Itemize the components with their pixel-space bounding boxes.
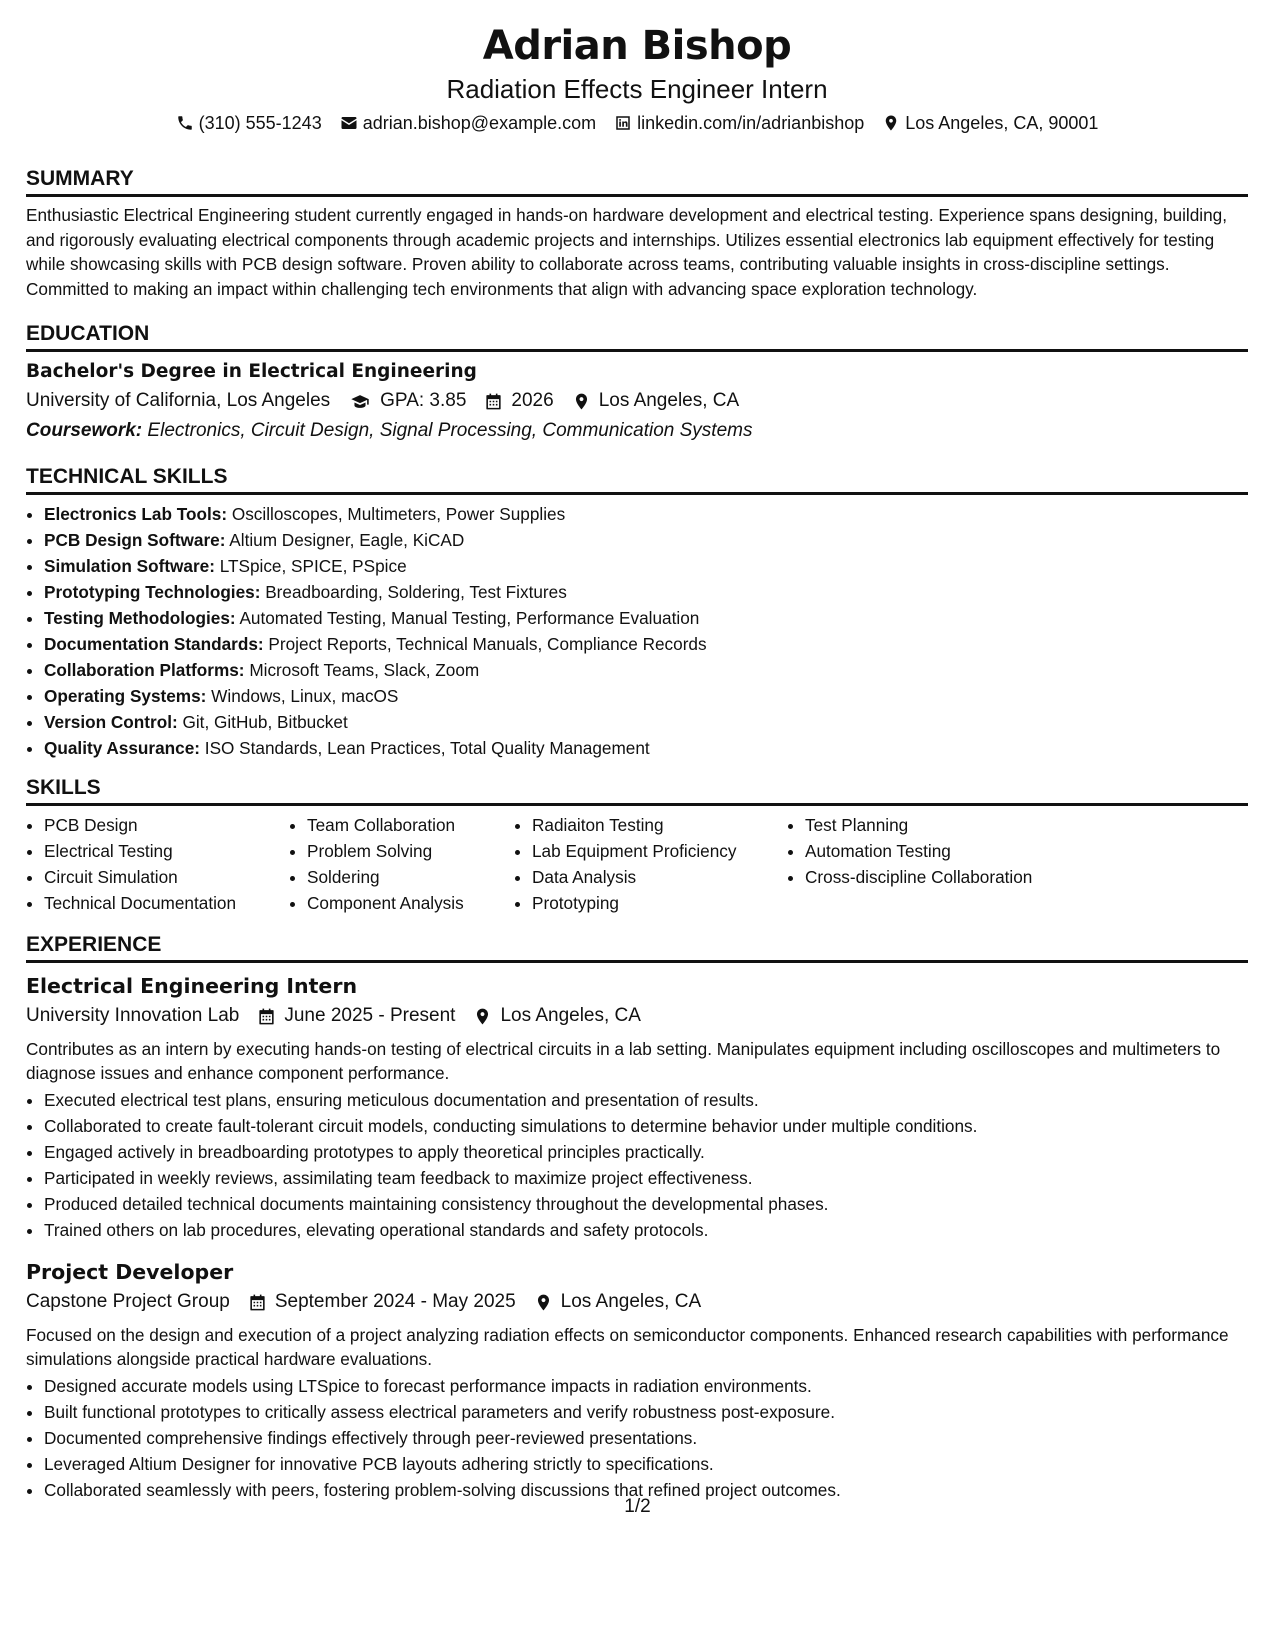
list-item [44, 709, 1248, 735]
skill-label: PCB Design Software: [44, 530, 226, 550]
email-icon [340, 114, 358, 132]
list-item: • Prototyping [532, 890, 787, 916]
skill-label: Prototyping Technologies: [44, 582, 261, 602]
skill-value: Git, GitHub, Bitbucket [182, 712, 348, 732]
job-dates-item [257, 1001, 455, 1031]
graduation-year-item [484, 386, 553, 416]
list-item: • Built functional prototypes to critically assess electrical parameters and verify robustness post-exposure. [44, 1399, 1248, 1425]
list-item: • Executed electrical test plans, ensuring meticulous documentation and presentation of results. [44, 1087, 1248, 1113]
contact-phone[interactable] [176, 110, 322, 136]
gpa-text: GPA: 3.85 [380, 390, 467, 411]
technical-skills-list [26, 501, 1248, 761]
list-item: • Collaborated seamlessly with peers, fostering problem-solving discussions that refined project outcomes. [44, 1477, 1248, 1503]
list-item: • Produced detailed technical documents maintaining consistency throughout the developmental phases. [44, 1191, 1248, 1217]
summary-text: Enthusiastic Electrical Engineering student currently engaged in hands-on hardware development and electrical testing. Experience spans designing, building, and rigorously evaluating electrical components through academic projects and internships. Utilizes essential electronics lab equipment effectively for testing while showcasing skills with PCB design software. Proven ability to collaborate across teams, contributing valuable insights in cross-discipline settings. Committed to making an impact within challenging tech environments that align with advancing space exploration technology. [26, 205, 1227, 299]
job-location-item [534, 1287, 701, 1317]
experience-section [26, 930, 1248, 1503]
experience-entry [26, 1257, 1248, 1503]
skill-value: Windows, Linux, macOS [211, 686, 399, 706]
job-dates: September 2024 - May 2025 [274, 1291, 516, 1312]
resume-page [26, 20, 1248, 1503]
list-item: • Lab Equipment Proficiency [532, 838, 787, 864]
phone-icon [176, 114, 194, 132]
job-bullets [26, 1373, 1248, 1503]
skills-column [787, 812, 1105, 916]
contact-linkedin[interactable] [614, 110, 864, 136]
list-item [44, 501, 1248, 527]
education-location-item [572, 386, 739, 416]
list-item: • Problem Solving [307, 838, 514, 864]
skill-value: Automated Testing, Manual Testing, Performance Evaluation [239, 608, 700, 628]
coursework-label: Coursework: [26, 420, 143, 441]
list-item: • Component Analysis [307, 890, 514, 916]
job-location: Los Angeles, CA [500, 1005, 641, 1026]
skills-heading: SKILLS [26, 773, 1248, 806]
experience-heading: EXPERIENCE [26, 930, 1248, 963]
education-heading: EDUCATION [26, 319, 1248, 352]
contact-linkedin-text: linkedin.com/in/adrianbishop [637, 113, 865, 133]
list-item: • Trained others on lab procedures, elevating operational standards and safety protocols. [44, 1217, 1248, 1243]
skills-column [514, 812, 787, 916]
contact-location-text: Los Angeles, CA, 90001 [905, 113, 1099, 133]
technical-skills-section [26, 462, 1248, 761]
school-name: University of California, Los Angeles [26, 390, 331, 411]
calendar-icon [484, 392, 503, 411]
list-item: • Engaged actively in breadboarding prototypes to apply theoretical principles practically. [44, 1139, 1248, 1165]
list-item [44, 735, 1248, 761]
job-title: Electrical Engineering Intern [26, 974, 358, 998]
location-icon [882, 114, 900, 132]
skill-value: Microsoft Teams, Slack, Zoom [249, 660, 480, 680]
coursework-text: Electronics, Circuit Design, Signal Processing, Communication Systems [147, 420, 753, 441]
technical-skills-heading: TECHNICAL SKILLS [26, 462, 1248, 495]
coursework-line [26, 416, 1248, 446]
list-item [44, 657, 1248, 683]
list-item: • PCB Design [44, 812, 289, 838]
page-number: 1/2 [624, 1496, 651, 1517]
list-item [44, 553, 1248, 579]
summary-section [26, 164, 1248, 301]
list-item [44, 579, 1248, 605]
list-item: • Documented comprehensive findings effectively through peer-reviewed presentations. [44, 1425, 1248, 1451]
list-item: • Cross-discipline Collaboration [805, 864, 1105, 890]
education-location-text: Los Angeles, CA [598, 390, 740, 411]
job-title: Project Developer [26, 1260, 234, 1284]
list-item [44, 683, 1248, 709]
list-item: • Data Analysis [532, 864, 787, 890]
job-location-item [473, 1001, 640, 1031]
list-item [44, 605, 1248, 631]
gpa-item [348, 386, 466, 416]
skill-value: ISO Standards, Lean Practices, Total Quality Management [204, 738, 650, 758]
job-meta [26, 1287, 1248, 1317]
job-org: University Innovation Lab [26, 1005, 240, 1026]
skill-label: Version Control: [44, 712, 178, 732]
location-icon [534, 1293, 553, 1312]
job-bullets [26, 1087, 1248, 1243]
skill-label: Collaboration Platforms: [44, 660, 245, 680]
skill-label: Electronics Lab Tools: [44, 504, 228, 524]
skill-value: Altium Designer, Eagle, KiCAD [229, 530, 465, 550]
skills-column [289, 812, 514, 916]
education-section [26, 319, 1248, 446]
contact-email[interactable] [340, 110, 596, 136]
list-item: • Participated in weekly reviews, assimilating team feedback to maximize project effectiveness. [44, 1165, 1248, 1191]
job-description: Focused on the design and execution of a project analyzing radiation effects on semiconductor components. Enhanced research capabilities with performance simulations alongside practical hardware evaluations. [26, 1325, 1229, 1369]
skill-label: Operating Systems: [44, 686, 207, 706]
location-icon [572, 392, 591, 411]
education-meta [26, 386, 1248, 416]
summary-heading: SUMMARY [26, 164, 1248, 197]
candidate-name: Adrian Bishop [482, 23, 792, 69]
degree-title: Bachelor's Degree in Electrical Engineering [26, 361, 477, 382]
job-description: Contributes as an intern by executing hands-on testing of electrical circuits in a lab setting. Manipulates equipment including oscilloscopes and multimeters to diagnose issues and enhance component performance. [26, 1039, 1221, 1083]
graduation-cap-icon [348, 392, 372, 411]
list-item: • Electrical Testing [44, 838, 289, 864]
skill-value: LTSpice, SPICE, PSpice [219, 556, 407, 576]
list-item: • Radiaiton Testing [532, 812, 787, 838]
job-dates-item [248, 1287, 516, 1317]
skill-label: Quality Assurance: [44, 738, 201, 758]
list-item: • Soldering [307, 864, 514, 890]
experience-entry [26, 971, 1248, 1243]
list-item: • Collaborated to create fault-tolerant circuit models, conducting simulations to determine behavior under multiple conditions. [44, 1113, 1248, 1139]
skill-label: Simulation Software: [44, 556, 215, 576]
list-item [44, 631, 1248, 657]
location-icon [473, 1007, 492, 1026]
list-item: • Team Collaboration [307, 812, 514, 838]
skills-section [26, 773, 1248, 916]
skill-value: Breadboarding, Soldering, Test Fixtures [265, 582, 567, 602]
contact-email-text: adrian.bishop@example.com [362, 113, 597, 133]
contact-phone-text: (310) 555-1243 [198, 113, 322, 133]
resume-header [26, 20, 1248, 136]
contact-row [26, 110, 1248, 136]
list-item: • Technical Documentation [44, 890, 289, 916]
skills-grid [26, 812, 1248, 916]
list-item: • Designed accurate models using LTSpice to forecast performance impacts in radiation environments. [44, 1373, 1248, 1399]
graduation-year-text: 2026 [511, 390, 554, 411]
skill-label: Documentation Standards: [44, 634, 264, 654]
job-dates: June 2025 - Present [284, 1005, 456, 1026]
list-item: • Test Planning [805, 812, 1105, 838]
contact-location [882, 110, 1098, 136]
list-item: • Automation Testing [805, 838, 1105, 864]
skill-label: Testing Methodologies: [44, 608, 236, 628]
list-item [44, 527, 1248, 553]
candidate-title: Radiation Effects Engineer Intern [446, 74, 828, 104]
skill-value: Oscilloscopes, Multimeters, Power Supplies [231, 504, 566, 524]
linkedin-icon [614, 114, 632, 132]
skills-column [26, 812, 289, 916]
list-item: • Leveraged Altium Designer for innovative PCB layouts adhering strictly to specifications. [44, 1451, 1248, 1477]
job-meta [26, 1001, 1248, 1031]
calendar-icon [257, 1007, 276, 1026]
list-item: • Circuit Simulation [44, 864, 289, 890]
job-org: Capstone Project Group [26, 1291, 230, 1312]
job-location: Los Angeles, CA [560, 1291, 702, 1312]
skill-value: Project Reports, Technical Manuals, Compliance Records [268, 634, 707, 654]
calendar-icon [248, 1293, 267, 1312]
